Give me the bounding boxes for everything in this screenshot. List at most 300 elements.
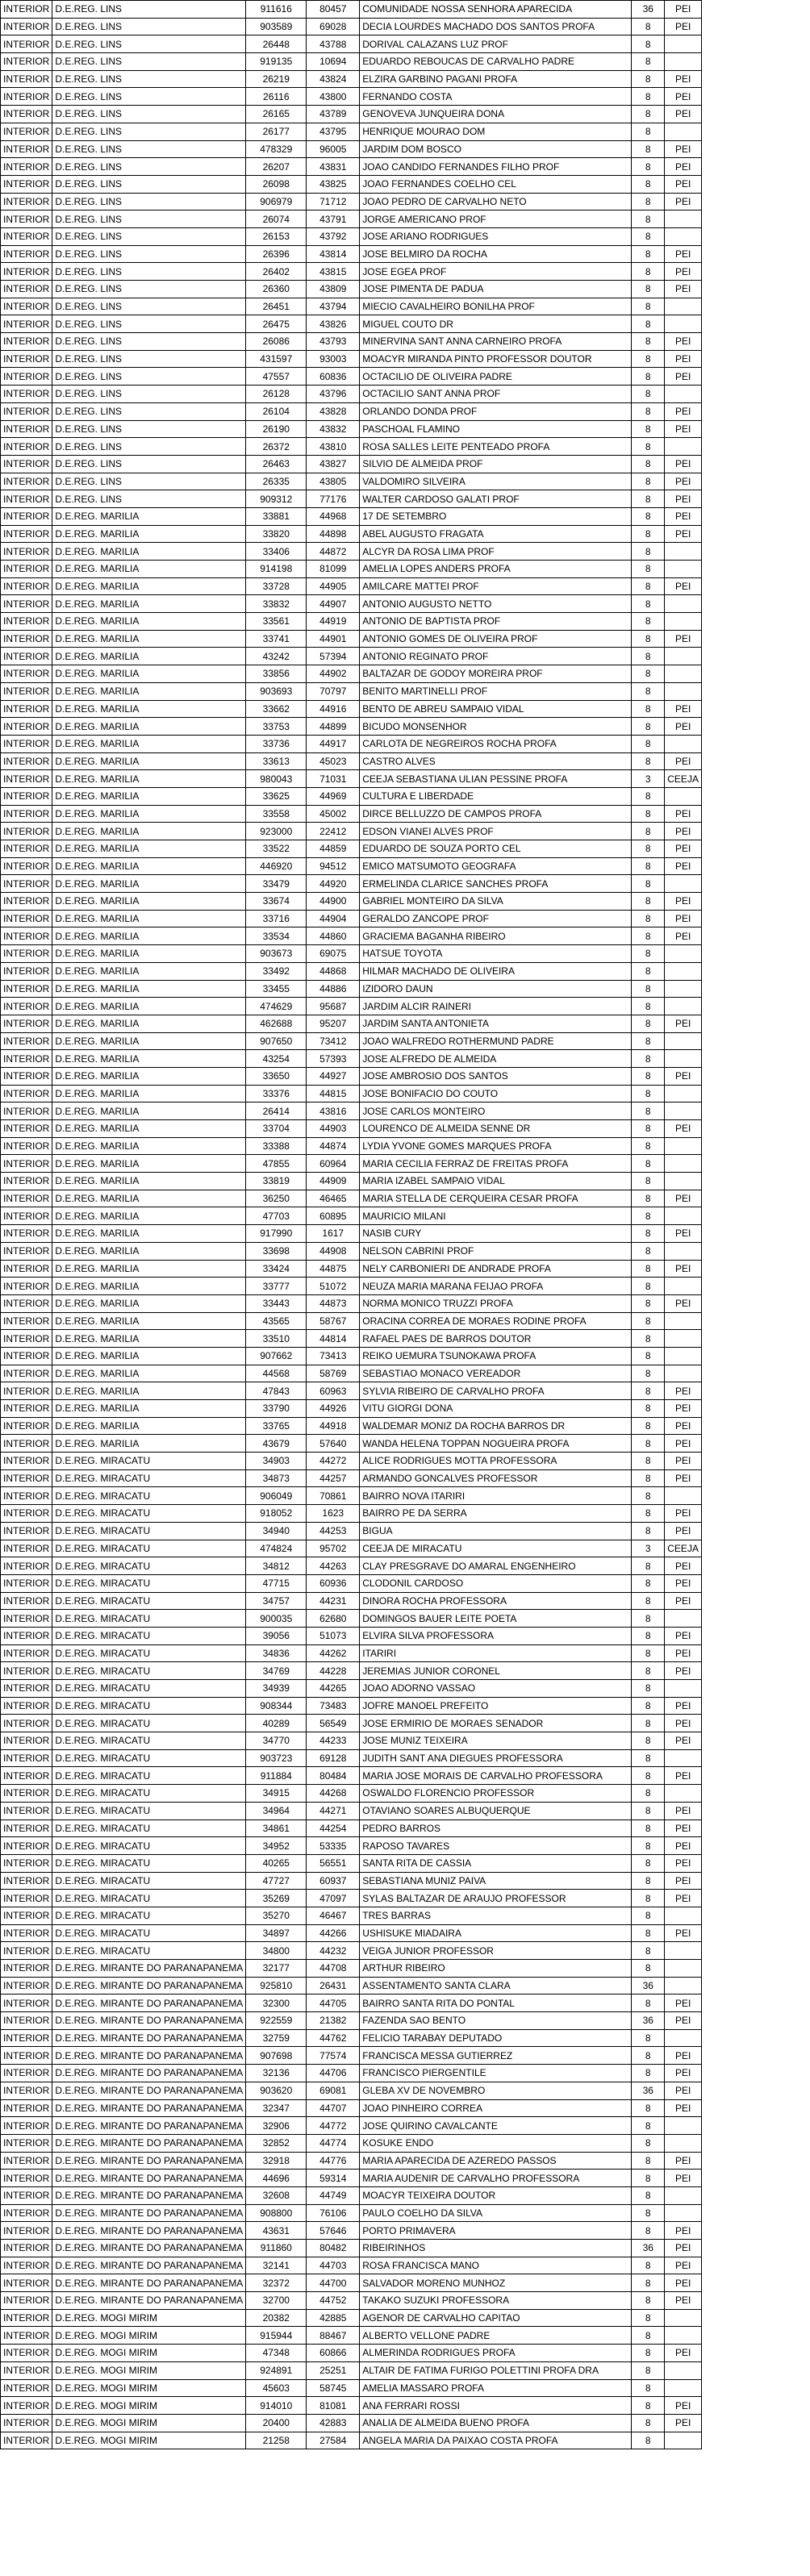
hours-cell: 8 [632,1330,665,1348]
school-name-cell: JOSE PIMENTA DE PADUA [360,281,632,298]
school-code-cell: 43254 [246,1050,307,1068]
school-code-cell: 32141 [246,2257,307,2274]
program-cell: PEI [665,2292,702,2310]
program-cell [665,648,702,665]
school-name-cell: JOSE BELMIRO DA ROCHA [360,245,632,263]
hours-cell: 8 [632,1015,665,1032]
directorate-cell: D.E.REG. MARILIA [52,507,246,525]
school-code-cell: 915944 [246,2327,307,2345]
cie-code-cell: 77176 [307,490,360,508]
cie-code-cell: 69128 [307,1749,360,1767]
school-name-cell: MARIA CECILIA FERRAZ DE FREITAS PROFA [360,1155,632,1173]
directorate-cell: D.E.REG. MIRANTE DO PARANAPANEMA [52,2274,246,2292]
school-code-cell: 911616 [246,1,307,19]
directorate-cell: D.E.REG. MARILIA [52,1067,246,1085]
table-row [1,543,702,561]
cie-code-cell: 60936 [307,1574,360,1592]
school-code-cell: 26402 [246,263,307,281]
region-cell: INTERIOR [1,1103,52,1120]
hours-cell: 8 [632,1522,665,1540]
directorate-cell: D.E.REG. MARILIA [52,735,246,752]
table-row [1,787,702,805]
region-cell: INTERIOR [1,1627,52,1644]
region-cell: INTERIOR [1,1854,52,1872]
school-name-cell: HATSUE TOYOTA [360,945,632,963]
school-code-cell: 33704 [246,1120,307,1138]
directorate-cell: D.E.REG. MARILIA [52,787,246,805]
school-name-cell: SYLVIA RIBEIRO DE CARVALHO PROFA [360,1382,632,1400]
school-name-cell: JOSE BONIFACIO DO COUTO [360,1085,632,1103]
cie-code-cell: 45002 [307,805,360,823]
region-cell: INTERIOR [1,386,52,403]
directorate-cell: D.E.REG. MIRACATU [52,1540,246,1557]
school-code-cell: 909312 [246,490,307,508]
directorate-cell: D.E.REG. LINS [52,210,246,228]
school-name-cell: JUDITH SANT ANA DIEGUES PROFESSORA [360,1749,632,1767]
directorate-cell: D.E.REG. MIRACATU [52,1505,246,1523]
region-cell: INTERIOR [1,1173,52,1190]
school-code-cell: 33765 [246,1417,307,1435]
directorate-cell: D.E.REG. MIRANTE DO PARANAPANEMA [52,2152,246,2170]
directorate-cell: D.E.REG. MARILIA [52,700,246,718]
region-cell: INTERIOR [1,2379,52,2397]
school-code-cell: 34770 [246,1732,307,1750]
region-cell: INTERIOR [1,1015,52,1032]
hours-cell: 8 [632,455,665,473]
table-row [1,1680,702,1698]
table-row [1,577,702,595]
cie-code-cell: 44899 [307,718,360,736]
directorate-cell: D.E.REG. LINS [52,438,246,456]
school-code-cell: 33736 [246,735,307,752]
school-name-cell: BENITO MARTINELLI PROF [360,682,632,700]
table-row [1,438,702,456]
region-cell: INTERIOR [1,1469,52,1487]
cie-code-cell: 44263 [307,1557,360,1575]
school-name-cell: VALDOMIRO SILVEIRA [360,473,632,490]
table-row [1,1067,702,1085]
region-cell: INTERIOR [1,2309,52,2327]
school-name-cell: MARIA STELLA DE CERQUEIRA CESAR PROFA [360,1190,632,1207]
directorate-cell: D.E.REG. MOGI MIRIM [52,2397,246,2415]
school-name-cell: SALVADOR MORENO MUNHOZ [360,2274,632,2292]
cie-code-cell: 60895 [307,1207,360,1225]
table-row [1,1032,702,1050]
program-cell [665,2186,702,2204]
hours-cell: 8 [632,1225,665,1243]
school-code-cell: 26153 [246,227,307,245]
hours-cell: 8 [632,1103,665,1120]
cie-code-cell: 70861 [307,1487,360,1505]
region-cell: INTERIOR [1,1924,52,1942]
directorate-cell: D.E.REG. LINS [52,490,246,508]
school-name-cell: ELZIRA GARBINO PAGANI PROFA [360,70,632,88]
hours-cell: 8 [632,2047,665,2065]
region-cell: INTERIOR [1,1400,52,1418]
program-cell [665,665,702,683]
school-name-cell: MINERVINA SANT ANNA CARNEIRO PROFA [360,333,632,351]
program-cell: PEI [665,193,702,210]
school-name-cell: MARIA JOSE MORAIS DE CARVALHO PROFESSORA [360,1767,632,1785]
directorate-cell: D.E.REG. MIRACATU [52,1522,246,1540]
program-cell [665,1785,702,1803]
region-cell: INTERIOR [1,1207,52,1225]
region-cell: INTERIOR [1,945,52,963]
hours-cell: 8 [632,752,665,770]
cie-code-cell: 44968 [307,507,360,525]
school-code-cell: 922559 [246,2012,307,2030]
program-cell: PEI [665,158,702,176]
program-cell: PEI [665,893,702,911]
school-code-cell: 35269 [246,1890,307,1907]
hours-cell: 8 [632,1453,665,1470]
table-row [1,1557,702,1575]
directorate-cell: D.E.REG. MIRANTE DO PARANAPANEMA [52,1977,246,1995]
directorate-cell: D.E.REG. MIRANTE DO PARANAPANEMA [52,1960,246,1978]
program-cell [665,2432,702,2449]
school-name-cell: OCTACILIO SANT ANNA PROF [360,386,632,403]
region-cell: INTERIOR [1,2117,52,2135]
school-name-cell: LYDIA YVONE GOMES MARQUES PROFA [360,1137,632,1155]
school-code-cell: 980043 [246,770,307,788]
table-row [1,595,702,613]
school-code-cell: 919135 [246,53,307,71]
school-name-cell: EDUARDO DE SOUZA PORTO CEL [360,840,632,858]
program-cell [665,1312,702,1330]
school-name-cell: DINORA ROCHA PROFESSORA [360,1592,632,1610]
cie-code-cell: 60963 [307,1382,360,1400]
table-row [1,1190,702,1207]
program-cell [665,210,702,228]
directorate-cell: D.E.REG. MARILIA [52,1330,246,1348]
program-cell: PEI [665,1469,702,1487]
hours-cell: 8 [632,350,665,368]
school-name-cell: SANTA RITA DE CASSIA [360,1854,632,1872]
region-cell: INTERIOR [1,315,52,333]
directorate-cell: D.E.REG. LINS [52,88,246,106]
school-name-cell: EDUARDO REBOUCAS DE CARVALHO PADRE [360,53,632,71]
region-cell: INTERIOR [1,1767,52,1785]
directorate-cell: D.E.REG. MIRANTE DO PARANAPANEMA [52,2204,246,2222]
program-cell: PEI [665,1225,702,1243]
school-name-cell: ERMELINDA CLARICE SANCHES PROFA [360,875,632,893]
directorate-cell: D.E.REG. MOGI MIRIM [52,2379,246,2397]
program-cell: PEI [665,263,702,281]
hours-cell: 8 [632,2361,665,2379]
directorate-cell: D.E.REG. LINS [52,333,246,351]
table-row [1,2134,702,2152]
directorate-cell: D.E.REG. MARILIA [52,1435,246,1453]
directorate-cell: D.E.REG. LINS [52,1,246,19]
directorate-cell: D.E.REG. MIRACATU [52,1592,246,1610]
school-code-cell: 32372 [246,2274,307,2292]
school-name-cell: JOSE ARIANO RODRIGUES [360,227,632,245]
table-row [1,2309,702,2327]
cie-code-cell: 44265 [307,1680,360,1698]
directorate-cell: D.E.REG. LINS [52,245,246,263]
directorate-cell: D.E.REG. MARILIA [52,577,246,595]
directorate-cell: D.E.REG. MARILIA [52,1085,246,1103]
program-cell [665,1242,702,1260]
school-name-cell: RAPOSO TAVARES [360,1837,632,1855]
school-name-cell: ORLANDO DONDA PROF [360,402,632,420]
hours-cell: 8 [632,718,665,736]
hours-cell: 8 [632,1137,665,1155]
cie-code-cell: 43814 [307,245,360,263]
program-cell: PEI [665,927,702,945]
directorate-cell: D.E.REG. MIRANTE DO PARANAPANEMA [52,2117,246,2135]
hours-cell: 8 [632,386,665,403]
directorate-cell: D.E.REG. MARILIA [52,927,246,945]
school-name-cell: TRES BARRAS [360,1907,632,1924]
program-cell [665,595,702,613]
directorate-cell: D.E.REG. LINS [52,455,246,473]
program-cell [665,1907,702,1924]
program-cell [665,1330,702,1348]
hours-cell: 8 [632,840,665,858]
cie-code-cell: 1617 [307,1225,360,1243]
program-cell: PEI [665,2345,702,2362]
directorate-cell: D.E.REG. MARILIA [52,1347,246,1365]
table-row [1,210,702,228]
table-row [1,2029,702,2047]
hours-cell: 8 [632,2099,665,2117]
table-body [1,1,702,2449]
school-name-cell: PASCHOAL FLAMINO [360,420,632,438]
program-cell: PEI [665,2274,702,2292]
region-cell: INTERIOR [1,402,52,420]
school-code-cell: 33698 [246,1242,307,1260]
cie-code-cell: 43791 [307,210,360,228]
region-cell: INTERIOR [1,561,52,578]
school-code-cell: 34897 [246,1924,307,1942]
directorate-cell: D.E.REG. LINS [52,227,246,245]
cie-code-cell: 96005 [307,140,360,158]
table-row [1,752,702,770]
directorate-cell: D.E.REG. MIRACATU [52,1574,246,1592]
school-name-cell: ORACINA CORREA DE MORAES RODINE PROFA [360,1312,632,1330]
school-code-cell: 26335 [246,473,307,490]
school-code-cell: 33716 [246,910,307,927]
program-cell: PEI [665,1505,702,1523]
school-name-cell: NELSON CABRINI PROF [360,1242,632,1260]
school-name-cell: MIECIO CAVALHEIRO BONILHA PROF [360,298,632,315]
program-cell [665,1050,702,1068]
table-row [1,281,702,298]
hours-cell: 8 [632,158,665,176]
hours-cell: 8 [632,962,665,980]
cie-code-cell: 44705 [307,1995,360,2012]
school-code-cell: 431597 [246,350,307,368]
program-cell: PEI [665,1260,702,1278]
cie-code-cell: 73483 [307,1697,360,1715]
school-code-cell: 39056 [246,1627,307,1644]
school-code-cell: 914198 [246,561,307,578]
school-name-cell: JARDIM DOM BOSCO [360,140,632,158]
school-code-cell: 32906 [246,2117,307,2135]
program-cell [665,613,702,631]
cie-code-cell: 44902 [307,665,360,683]
school-name-cell: NASIB CURY [360,1225,632,1243]
table-row [1,1977,702,1995]
cie-code-cell: 69028 [307,18,360,35]
region-cell: INTERIOR [1,473,52,490]
school-name-cell: EDSON VIANEI ALVES PROF [360,823,632,840]
table-row [1,18,702,35]
program-cell [665,1207,702,1225]
region-cell: INTERIOR [1,910,52,927]
school-name-cell: DORIVAL CALAZANS LUZ PROF [360,35,632,53]
program-cell: PEI [665,2012,702,2030]
table-row [1,1767,702,1785]
table-row [1,875,702,893]
cie-code-cell: 44873 [307,1294,360,1312]
directorate-cell: D.E.REG. MARILIA [52,1294,246,1312]
table-row [1,1120,702,1138]
directorate-cell: D.E.REG. MARILIA [52,1173,246,1190]
school-name-cell: JOSE ERMIRIO DE MORAES SENADOR [360,1715,632,1732]
school-code-cell: 47715 [246,1574,307,1592]
program-cell [665,2117,702,2135]
school-name-cell: GABRIEL MONTEIRO DA SILVA [360,893,632,911]
program-cell [665,2361,702,2379]
cie-code-cell: 44752 [307,2292,360,2310]
region-cell: INTERIOR [1,1365,52,1382]
cie-code-cell: 51073 [307,1627,360,1644]
table-row [1,648,702,665]
cie-code-cell: 59314 [307,2170,360,2187]
directorate-cell: D.E.REG. MARILIA [52,1382,246,1400]
directorate-cell: D.E.REG. MARILIA [52,752,246,770]
cie-code-cell: 58767 [307,1312,360,1330]
program-cell: PEI [665,840,702,858]
hours-cell: 8 [632,2274,665,2292]
hours-cell: 8 [632,1260,665,1278]
program-cell: PEI [665,1662,702,1680]
hours-cell: 8 [632,123,665,140]
directorate-cell: D.E.REG. MIRACATU [52,1469,246,1487]
school-name-cell: EMICO MATSUMOTO GEOGRAFA [360,857,632,875]
program-cell: PEI [665,525,702,543]
hours-cell: 8 [632,1785,665,1803]
region-cell: INTERIOR [1,543,52,561]
region-cell: INTERIOR [1,281,52,298]
region-cell: INTERIOR [1,1574,52,1592]
school-code-cell: 43679 [246,1435,307,1453]
table-row [1,1785,702,1803]
school-code-cell: 903673 [246,945,307,963]
school-code-cell: 20400 [246,2414,307,2432]
school-code-cell: 34964 [246,1802,307,1819]
hours-cell: 8 [632,1854,665,1872]
school-name-cell: VEIGA JUNIOR PROFESSOR [360,1942,632,1960]
school-name-cell: OTAVIANO SOARES ALBUQUERQUE [360,1802,632,1819]
program-cell [665,2327,702,2345]
cie-code-cell: 22412 [307,823,360,840]
cie-code-cell: 44231 [307,1592,360,1610]
region-cell: INTERIOR [1,1732,52,1750]
school-name-cell: HILMAR MACHADO DE OLIVEIRA [360,962,632,980]
cie-code-cell: 44271 [307,1802,360,1819]
table-row [1,1137,702,1155]
school-code-cell: 34769 [246,1662,307,1680]
school-code-cell: 900035 [246,1610,307,1628]
directorate-cell: D.E.REG. MARILIA [52,893,246,911]
program-cell [665,53,702,71]
school-code-cell: 33534 [246,927,307,945]
school-name-cell: JARDIM ALCIR RAINERI [360,998,632,1015]
directorate-cell: D.E.REG. MIRACATU [52,1715,246,1732]
directorate-cell: D.E.REG. MARILIA [52,561,246,578]
cie-code-cell: 95687 [307,998,360,1015]
hours-cell: 8 [632,227,665,245]
hours-cell: 8 [632,1120,665,1138]
school-code-cell: 33881 [246,507,307,525]
table-row [1,2099,702,2117]
directorate-cell: D.E.REG. MIRANTE DO PARANAPANEMA [52,2012,246,2030]
school-name-cell: MOACYR TEIXEIRA DOUTOR [360,2186,632,2204]
hours-cell: 3 [632,1540,665,1557]
region-cell: INTERIOR [1,333,52,351]
directorate-cell: D.E.REG. MIRANTE DO PARANAPANEMA [52,2170,246,2187]
directorate-cell: D.E.REG. MARILIA [52,682,246,700]
cie-code-cell: 44900 [307,893,360,911]
directorate-cell: D.E.REG. LINS [52,315,246,333]
region-cell: INTERIOR [1,2134,52,2152]
school-name-cell: GLEBA XV DE NOVEMBRO [360,2082,632,2099]
directorate-cell: D.E.REG. MARILIA [52,962,246,980]
school-code-cell: 21258 [246,2432,307,2449]
hours-cell: 8 [632,70,665,88]
school-name-cell: CEEJA DE MIRACATU [360,1540,632,1557]
region-cell: INTERIOR [1,525,52,543]
directorate-cell: D.E.REG. LINS [52,53,246,71]
region-cell: INTERIOR [1,35,52,53]
program-cell: PEI [665,368,702,386]
cie-code-cell: 73413 [307,1347,360,1365]
table-row [1,1173,702,1190]
cie-code-cell: 62680 [307,1610,360,1628]
table-row [1,2186,702,2204]
hours-cell: 8 [632,1294,665,1312]
directorate-cell: D.E.REG. MARILIA [52,823,246,840]
table-row [1,227,702,245]
table-row [1,2432,702,2449]
school-name-cell: REIKO UEMURA TSUNOKAWA PROFA [360,1347,632,1365]
region-cell: INTERIOR [1,2065,52,2082]
program-cell [665,1085,702,1103]
cie-code-cell: 43793 [307,333,360,351]
directorate-cell: D.E.REG. MIRANTE DO PARANAPANEMA [52,2240,246,2257]
directorate-cell: D.E.REG. MIRACATU [52,1487,246,1505]
directorate-cell: D.E.REG. LINS [52,368,246,386]
directorate-cell: D.E.REG. LINS [52,350,246,368]
hours-cell: 8 [632,402,665,420]
hours-cell: 8 [632,210,665,228]
directorate-cell: D.E.REG. MIRANTE DO PARANAPANEMA [52,2082,246,2099]
region-cell: INTERIOR [1,752,52,770]
school-name-cell: CEEJA SEBASTIANA ULIAN PESSINE PROFA [360,770,632,788]
table-row [1,1242,702,1260]
directorate-cell: D.E.REG. MARILIA [52,595,246,613]
program-cell: PEI [665,752,702,770]
region-cell: INTERIOR [1,507,52,525]
school-name-cell: TAKAKO SUZUKI PROFESSORA [360,2292,632,2310]
school-name-cell: AGENOR DE CARVALHO CAPITAO [360,2309,632,2327]
cie-code-cell: 44907 [307,595,360,613]
table-row [1,263,702,281]
school-code-cell: 26190 [246,420,307,438]
